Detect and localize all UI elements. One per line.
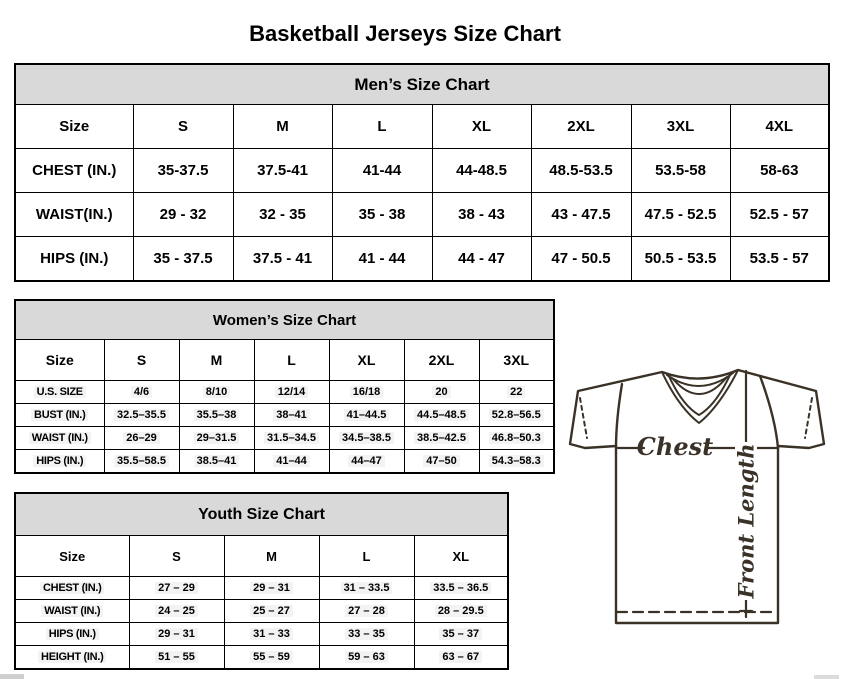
- column-header-cell-text: Size: [59, 548, 86, 564]
- value-cell-text: 47–50: [423, 455, 460, 467]
- value-cell: [479, 427, 554, 450]
- column-header-cell-text: S: [172, 548, 181, 564]
- value-cell: [631, 193, 730, 237]
- scrollbar-fragment-left: [0, 674, 24, 679]
- table-row: [15, 381, 554, 404]
- table-title: [15, 64, 829, 105]
- row-label-cell-text: WAIST (IN.): [41, 605, 103, 617]
- value-cell: [179, 450, 254, 474]
- column-header-cell-text: XL: [471, 118, 492, 135]
- value-cell-text: 37.5 - 41: [252, 250, 313, 267]
- column-header-cell: [332, 105, 432, 149]
- value-cell-text: 46.8–50.3: [489, 432, 544, 444]
- row-label-cell: [15, 600, 129, 623]
- value-cell: [224, 623, 319, 646]
- value-cell: [332, 237, 432, 282]
- value-cell-text: 22: [507, 386, 525, 398]
- value-cell: [329, 450, 404, 474]
- column-header-cell-text: 3XL: [666, 118, 695, 135]
- table-row: [15, 404, 554, 427]
- column-header-cell: [233, 105, 332, 149]
- value-cell: [133, 237, 233, 282]
- column-header-cell-text: S: [136, 352, 147, 368]
- value-cell: [432, 193, 531, 237]
- value-cell: [332, 149, 432, 193]
- value-cell-text: 32 - 35: [259, 206, 306, 223]
- column-header-cell-text: 2XL: [567, 118, 595, 135]
- value-cell: [233, 149, 332, 193]
- value-cell: [254, 381, 329, 404]
- value-cell: [133, 149, 233, 193]
- value-cell-text: 44.5–48.5: [414, 409, 469, 421]
- value-cell-text: 37.5-41: [257, 162, 308, 179]
- womens-size-table: [14, 299, 555, 474]
- row-label-cell: [15, 149, 133, 193]
- value-cell-text: 41–44.5: [344, 409, 390, 421]
- row-label-cell-text: HIPS (IN.): [33, 455, 86, 467]
- value-cell: [104, 450, 179, 474]
- jersey-diagram: [558, 358, 834, 674]
- table-row: [15, 237, 829, 282]
- column-header-cell: [129, 536, 224, 577]
- row-label-cell: [15, 646, 129, 670]
- value-cell-text: 58-63: [760, 162, 799, 179]
- value-cell-text: 31 – 33: [250, 628, 293, 640]
- column-header-cell: [432, 105, 531, 149]
- value-cell-text: 29 – 31: [250, 582, 293, 594]
- value-cell-text: 44 - 47: [458, 250, 505, 267]
- table-row: [15, 600, 508, 623]
- value-cell-text: 31.5–34.5: [264, 432, 319, 444]
- column-header-cell-text: M: [210, 352, 223, 368]
- value-cell-text: 38–41: [273, 409, 310, 421]
- row-label-cell-text: CHEST (IN.): [40, 582, 104, 594]
- value-cell-text: 59 – 63: [345, 651, 388, 663]
- column-header-cell: [15, 536, 129, 577]
- column-header-cell: [104, 340, 179, 381]
- row-label-cell-text: HEIGHT (IN.): [38, 651, 106, 663]
- row-label-cell-text: WAIST(IN.): [35, 206, 113, 223]
- value-cell: [631, 237, 730, 282]
- row-label-cell-text: CHEST (IN.): [32, 162, 117, 179]
- table-title-text: Women’s Size Chart: [212, 311, 357, 329]
- table-row: [15, 149, 829, 193]
- table-row: [15, 427, 554, 450]
- value-cell: [129, 646, 224, 670]
- value-cell: [531, 237, 631, 282]
- value-cell-text: 35 - 38: [358, 206, 406, 223]
- value-cell: [414, 600, 508, 623]
- value-cell-text: 41–44: [273, 455, 310, 467]
- value-cell-text: 29 – 31: [155, 628, 198, 640]
- row-label-cell: [15, 427, 104, 450]
- value-cell-text: 25 – 27: [250, 605, 293, 617]
- value-cell: [432, 149, 531, 193]
- value-cell-text: 52.5 - 57: [749, 206, 809, 223]
- value-cell: [414, 577, 508, 600]
- column-header-cell-text: Size: [45, 352, 74, 368]
- row-label-cell: [15, 404, 104, 427]
- column-header-cell: [15, 340, 104, 381]
- table-title-text: Youth Size Chart: [198, 505, 325, 523]
- column-header-cell: [254, 340, 329, 381]
- value-cell-text: 31 – 33.5: [341, 582, 393, 594]
- chest-label: Chest: [636, 432, 714, 461]
- table-title-text: Men’s Size Chart: [354, 74, 490, 94]
- value-cell: [531, 193, 631, 237]
- value-cell-text: 52.8–56.5: [489, 409, 544, 421]
- column-header-cell-text: S: [177, 118, 188, 135]
- column-header-cell: [329, 340, 404, 381]
- value-cell: [414, 623, 508, 646]
- value-cell: [730, 193, 829, 237]
- value-cell-text: 4/6: [131, 386, 152, 398]
- value-cell-text: 38 - 43: [458, 206, 505, 223]
- value-cell-text: 54.3–58.3: [489, 455, 544, 467]
- column-header-cell: [179, 340, 254, 381]
- value-cell-text: 47 - 50.5: [551, 250, 611, 267]
- column-header-cell-text: L: [377, 118, 387, 135]
- column-header-cell: [730, 105, 829, 149]
- value-cell-text: 38.5–42.5: [414, 432, 469, 444]
- value-cell: [129, 600, 224, 623]
- row-label-cell: [15, 193, 133, 237]
- table-row: [15, 646, 508, 670]
- value-cell: [479, 404, 554, 427]
- value-cell: [332, 193, 432, 237]
- value-cell: [233, 237, 332, 282]
- value-cell-text: 44-48.5: [456, 162, 507, 179]
- value-cell: [133, 193, 233, 237]
- column-header-cell-text: Size: [59, 118, 90, 135]
- column-header-cell-text: M: [266, 548, 277, 564]
- value-cell-text: 35 – 37: [439, 628, 482, 640]
- row-label-cell: [15, 623, 129, 646]
- value-cell-text: 50.5 - 53.5: [644, 250, 717, 267]
- value-cell-text: 44–47: [348, 455, 385, 467]
- value-cell-text: 35-37.5: [157, 162, 209, 179]
- table-row: [15, 193, 829, 237]
- value-cell: [432, 237, 531, 282]
- row-label-cell: [15, 237, 133, 282]
- value-cell: [414, 646, 508, 670]
- value-cell: [129, 623, 224, 646]
- column-header-cell: [133, 105, 233, 149]
- value-cell-text: 35.5–58.5: [114, 455, 169, 467]
- value-cell: [233, 193, 332, 237]
- value-cell-text: 47.5 - 52.5: [644, 206, 717, 223]
- column-header-cell: [15, 105, 133, 149]
- column-header-cell-text: XL: [357, 352, 376, 368]
- value-cell-text: 27 – 28: [345, 605, 388, 617]
- column-header-cell: [631, 105, 730, 149]
- value-cell-text: 53.5-58: [655, 162, 706, 179]
- value-cell-text: 8/10: [203, 386, 230, 398]
- value-cell-text: 41-44: [362, 162, 402, 179]
- value-cell-text: 35.5–38: [194, 409, 240, 421]
- value-cell: [254, 404, 329, 427]
- row-label-cell: [15, 577, 129, 600]
- value-cell-text: 16/18: [350, 386, 384, 398]
- value-cell: [404, 381, 479, 404]
- value-cell: [224, 577, 319, 600]
- value-cell: [129, 577, 224, 600]
- page-title: Basketball Jerseys Size Chart: [249, 20, 561, 46]
- column-header-cell-text: L: [287, 352, 296, 368]
- scrollbar-fragment-right: [814, 675, 839, 679]
- value-cell: [404, 427, 479, 450]
- value-cell-text: 29 - 32: [159, 206, 207, 223]
- jersey-outline: [570, 370, 824, 623]
- value-cell-text: 26–29: [123, 432, 160, 444]
- row-label-cell-text: HIPS (IN.): [46, 628, 99, 640]
- value-cell: [104, 381, 179, 404]
- value-cell-text: 29–31.5: [194, 432, 240, 444]
- value-cell: [730, 149, 829, 193]
- value-cell-text: 28 – 29.5: [435, 605, 487, 617]
- value-cell-text: 48.5-53.5: [549, 162, 613, 179]
- value-cell-text: 33 – 35: [345, 628, 388, 640]
- column-header-cell: [319, 536, 414, 577]
- row-label-cell: [15, 450, 104, 474]
- value-cell: [224, 600, 319, 623]
- value-cell-text: 41 - 44: [358, 250, 406, 267]
- column-header-cell: [404, 340, 479, 381]
- value-cell: [319, 600, 414, 623]
- value-cell: [319, 577, 414, 600]
- table-title: [15, 493, 508, 536]
- column-header-cell-text: M: [276, 118, 289, 135]
- value-cell: [329, 427, 404, 450]
- value-cell-text: 51 – 55: [155, 651, 198, 663]
- row-label-cell-text: HIPS (IN.): [40, 250, 109, 267]
- table-row: [15, 623, 508, 646]
- value-cell: [179, 404, 254, 427]
- value-cell-text: 53.5 - 57: [749, 250, 809, 267]
- value-cell: [404, 450, 479, 474]
- table-row: [15, 450, 554, 474]
- column-header-cell-text: XL: [452, 548, 470, 564]
- value-cell: [730, 237, 829, 282]
- column-header-cell: [414, 536, 508, 577]
- row-label-cell-text: BUST (IN.): [31, 409, 88, 421]
- column-header-cell-text: 2XL: [428, 352, 455, 368]
- value-cell-text: 24 – 25: [155, 605, 198, 617]
- value-cell: [329, 381, 404, 404]
- value-cell-text: 35 - 37.5: [153, 250, 213, 267]
- column-header-cell-text: 4XL: [765, 118, 794, 135]
- youth-size-table: [14, 492, 509, 670]
- value-cell: [479, 450, 554, 474]
- value-cell-text: 55 – 59: [250, 651, 293, 663]
- column-header-cell: [531, 105, 631, 149]
- value-cell-text: 43 - 47.5: [551, 206, 611, 223]
- value-cell: [329, 404, 404, 427]
- column-header-cell: [479, 340, 554, 381]
- row-label-cell: [15, 381, 104, 404]
- value-cell: [319, 623, 414, 646]
- value-cell: [479, 381, 554, 404]
- table-row: [15, 577, 508, 600]
- value-cell: [179, 427, 254, 450]
- value-cell-text: 38.5–41: [194, 455, 240, 467]
- value-cell: [254, 450, 329, 474]
- column-header-cell-text: 3XL: [503, 352, 530, 368]
- column-header-cell: [224, 536, 319, 577]
- value-cell: [531, 149, 631, 193]
- value-cell-text: 33.5 – 36.5: [430, 582, 491, 594]
- value-cell-text: 34.5–38.5: [339, 432, 394, 444]
- value-cell: [319, 646, 414, 670]
- value-cell: [404, 404, 479, 427]
- row-label-cell-text: WAIST (IN.): [29, 432, 91, 444]
- value-cell: [104, 404, 179, 427]
- value-cell-text: 20: [432, 386, 450, 398]
- table-title: [15, 300, 554, 340]
- mens-size-table: [14, 63, 830, 282]
- value-cell: [631, 149, 730, 193]
- value-cell-text: 27 – 29: [155, 582, 198, 594]
- value-cell: [104, 427, 179, 450]
- value-cell: [224, 646, 319, 670]
- value-cell: [254, 427, 329, 450]
- value-cell-text: 12/14: [275, 386, 309, 398]
- row-label-cell-text: U.S. SIZE: [34, 386, 86, 398]
- column-header-cell-text: L: [362, 548, 371, 564]
- front-length-label: Front Length: [733, 443, 759, 599]
- value-cell-text: 63 – 67: [439, 651, 482, 663]
- value-cell-text: 32.5–35.5: [114, 409, 169, 421]
- value-cell: [179, 381, 254, 404]
